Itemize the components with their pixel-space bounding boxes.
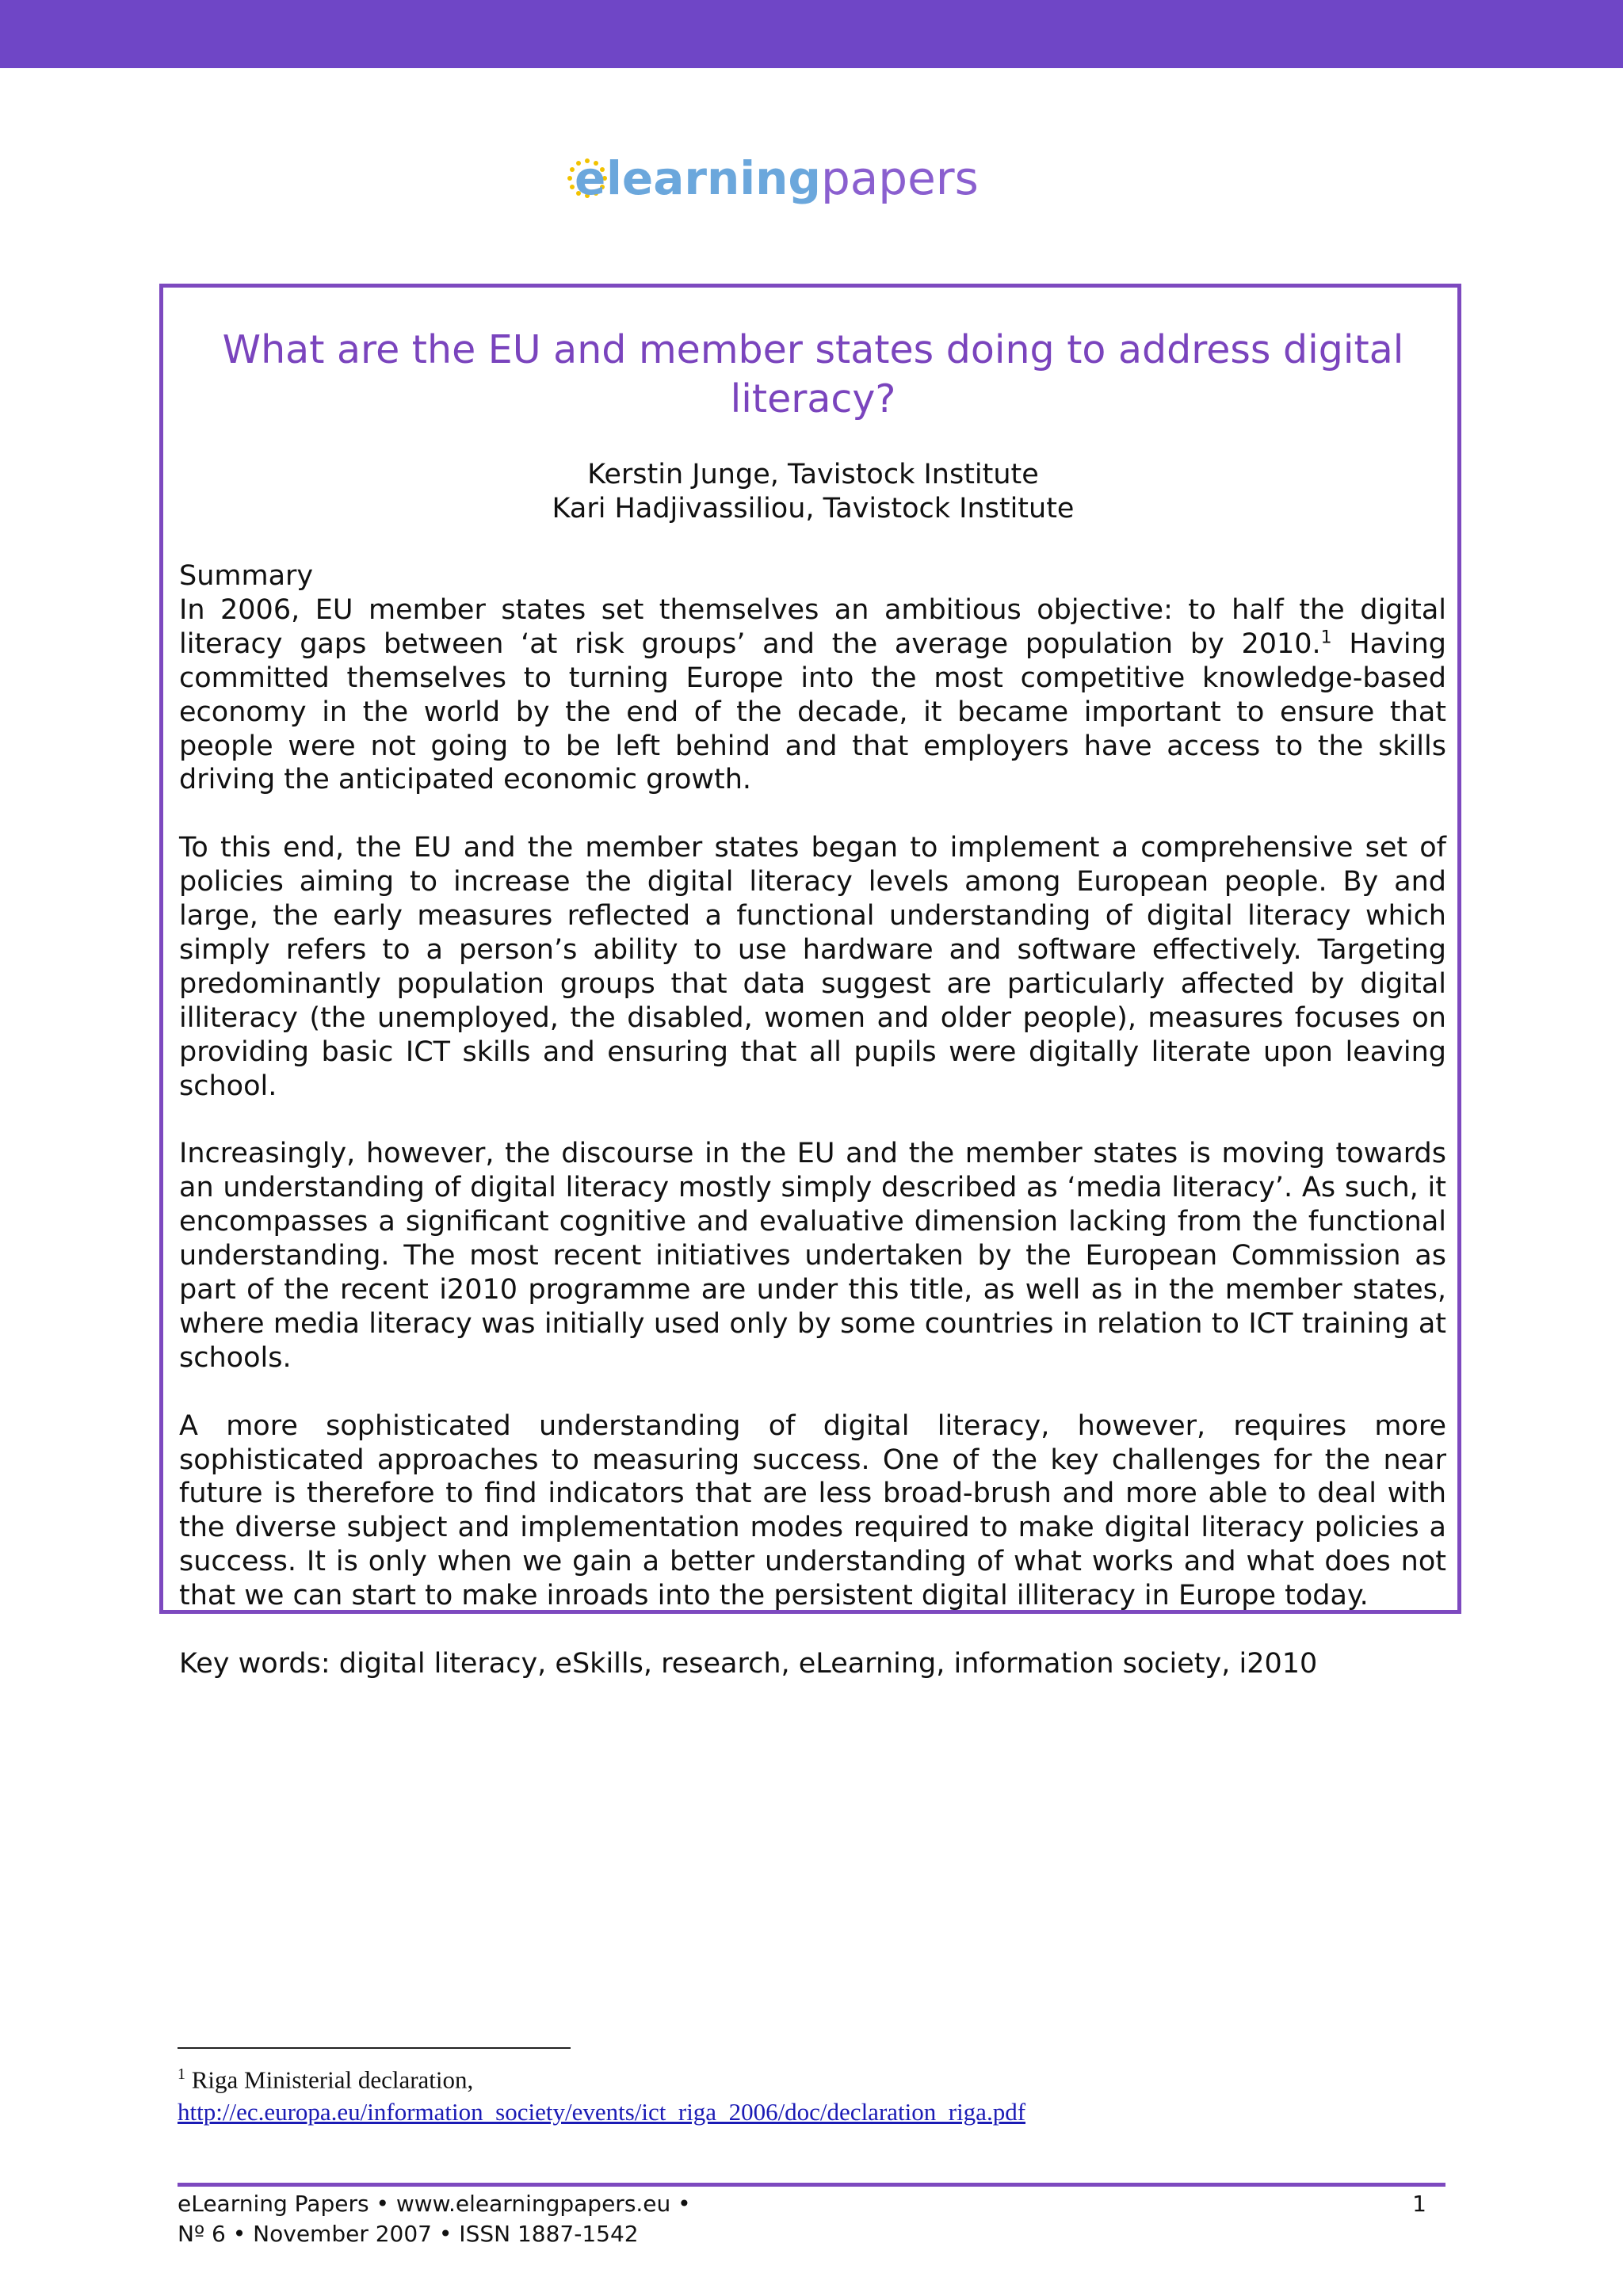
author-list [211,458,1415,526]
keywords-label: Key words [179,1647,321,1680]
article-title: What are the EU and member states doing to address digital literacy? [222,327,1404,421]
summary-heading: Summary [179,560,314,592]
summary-text-a: In 2006, EU member states set themselves an ambitious objective: to half the digital literacy gaps between ‘at risk groups’ and the average population by 2010. [179,593,1446,660]
elearningpapers-logo [567,147,1010,210]
logo-e: e [575,151,606,205]
footer-line-1: eLearning Papers • www.elearningpapers.eu • [178,2191,691,2217]
page-footer [178,2189,1414,2249]
footer-divider [178,2183,1445,2187]
footnote-link[interactable]: http://ec.europa.eu/information_society/events/ict_riga_2006/doc/declaration_riga.pdf [178,2098,1026,2126]
footnote-number: 1 [178,2065,185,2083]
abstract-box [159,284,1461,1680]
summary-paragraph-2: To this end, the EU and the member states began to implement a comprehensive set of policies aiming to increase the digital literacy levels among European people. By and large, the early measures reflected a functional understanding of digital literacy which simply refers to a person’s ability to use hardware and software effectively. Targeting predominantly population groups that data suggest are particularly affected by digital illiteracy (the unemployed, the disabled, women and older people), measures focuses on providing basic ICT skills and ensuring that all pupils were digitally literate upon leaving school. [179,832,1446,1102]
footnote-divider [178,2047,571,2049]
footnote-line-1 [178,2058,1414,2096]
footer-line-2: Nº 6 • November 2007 • ISSN 1887-1542 [178,2221,639,2247]
footnote [178,2058,1414,2128]
summary-paragraph-4: A more sophisticated understanding of digital literacy, however, requires more sophisticated approaches to measuring success. One of the key challenges for the near future is therefore to find indicators that are less broad-brush and more able to deal with the diverse subject and implementation modes required to make digital literacy policies a success. It is only when we gain a better understanding of what works and what does not that we can start to make inroads into the persistent digital illiteracy in Europe today. [179,1409,1446,1612]
keywords-line [179,1647,1446,1681]
logo-papers: papers [820,151,979,205]
keywords-list: : digital literacy, eSkills, research, eLearning, information society, i2010 [320,1647,1318,1680]
summary-paragraph-1 [179,559,1446,797]
summary-paragraph-3: Increasingly, however, the discourse in the EU and the member states is moving towards an understanding of digital literacy mostly simply described as ‘media literacy’. As such, it encompasses a significant cognitive and evaluative dimension lacking from the functional understanding. The most recent initiatives undertaken by the European Commission as part of the recent i2010 programme are under this title, as well as in the member states, where media literacy was initially used only by some countries in relation to ICT training at schools. [179,1138,1446,1374]
author-1: Kerstin Junge, Tavistock Institute [587,459,1039,490]
footnote-text: Riga Ministerial declaration, [185,2065,474,2094]
page-number: 1 [1412,2191,1426,2217]
author-2: Kari Hadjivassiliou, Tavistock Institute [552,493,1075,524]
summary-text-b: Having committed themselves to turning Europe into the most competitive knowledge-based economy in the world by the end of the decade, it became important to ensure that people were not going to be left behind and that employers have access to the skills driving the anticipated economic growth. [179,627,1446,796]
logo-learning: learning [606,151,821,205]
top-banner [0,0,1623,68]
logo-wordmark [606,147,979,210]
abstract-content [179,559,1446,1715]
footnote-reference[interactable]: 1 [1320,627,1332,648]
